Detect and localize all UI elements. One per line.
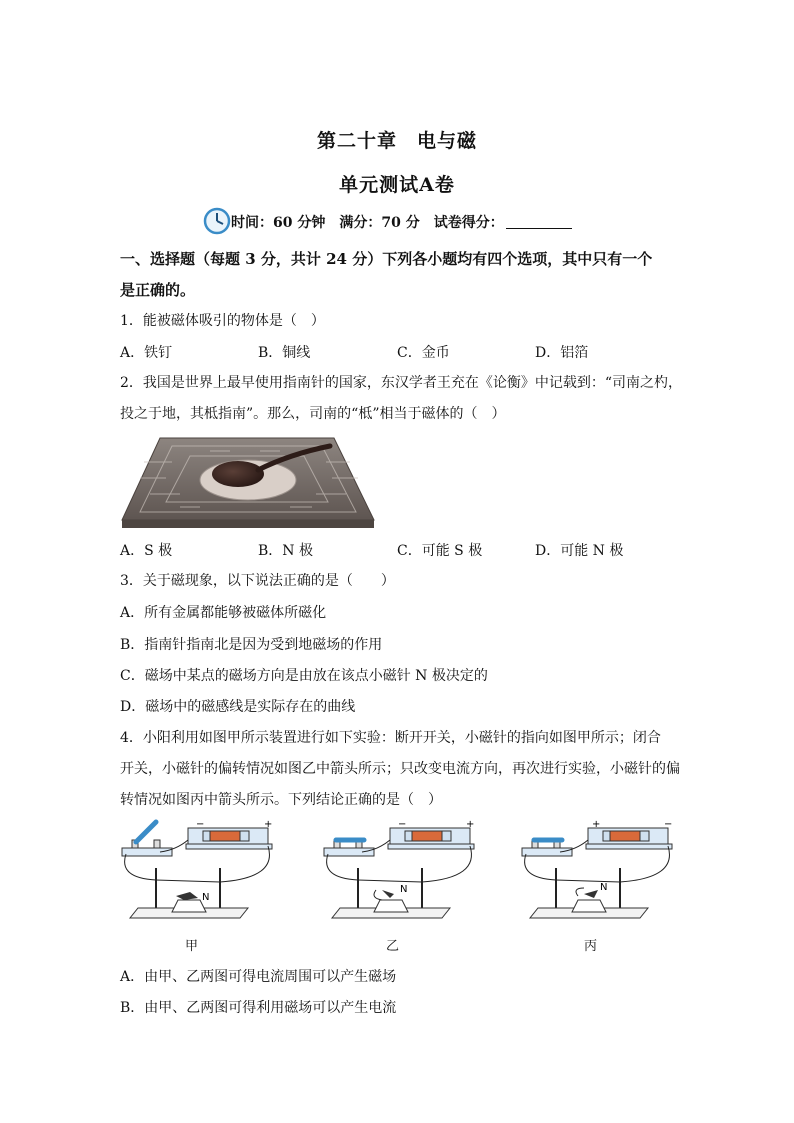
figure-yi-minus: − [398,819,407,830]
q4-stem-line2: 开关，小磁针的偏转情况如图乙中箭头所示；只改变电流方向，再次进行实验，小磁针的偏 [120,761,680,777]
q4-option-a: A．由甲、乙两图可得电流周围可以产生磁场 [120,969,397,985]
q3-option-c: C．磁场中某点的磁场方向是由放在该点小磁针 N 极决定的 [120,668,488,684]
figure-bing-pole: N [600,882,608,893]
q3-option-a: A．所有金属都能够被磁体所磁化 [120,605,327,621]
q2-option-c: C．可能 S 极 [397,543,483,559]
figure-bing-plus: + [592,819,601,830]
chapter-title: 第二十章 电与磁 [316,130,477,152]
figure-bing-minus: − [664,819,673,830]
figure-yi [320,818,482,928]
q2-stem-line1: 2．我国是世界上最早使用指南针的国家，东汉学者王充在《论衡》中记载到：“司南之杓， [120,375,683,391]
test-subtitle: 单元测试A卷 [339,174,455,196]
q4-option-b: B．由甲、乙两图可得利用磁场可以产生电流 [120,1000,397,1016]
figure-jia-plus: + [264,819,273,830]
q3-option-d: D．磁场中的磁感线是实际存在的曲线 [120,699,356,715]
score-blank[interactable] [506,214,572,229]
q2-option-b: B．N 极 [258,543,313,559]
exam-meta-text: 时间：60 分钟 满分：70 分 试卷得分： [231,215,504,231]
q4-stem-line1: 4．小阳利用如图甲所示装置进行如下实验：断开开关，小磁针的指向如图甲所示；闭合 [120,730,661,746]
q2-stem-line2: 投之于地，其柢指南”。那么，司南的“柢”相当于磁体的（ ） [120,406,506,422]
figure-jia [118,818,280,928]
figure-yi-caption: 乙 [386,939,400,954]
section-heading-line1: 一、选择题（每题 3 分，共计 24 分）下列各小题均有四个选项，其中只有一个 [120,250,653,268]
figure-jia-caption: 甲 [185,939,199,954]
q3-stem: 3．关于磁现象，以下说法正确的是（ ） [120,573,395,589]
q1-option-c: C．金币 [397,345,450,361]
figure-jia-pole: N [202,892,210,903]
figure-yi-pole: N [400,884,408,895]
section-heading-line2: 是正确的。 [120,281,196,299]
exam-meta [231,212,572,232]
q2-option-d: D．可能 N 极 [535,543,624,559]
q2-option-a: A．S 极 [120,543,173,559]
q1-option-a: A．铁钉 [120,345,173,361]
q1-stem: 1．能被磁体吸引的物体是（ ） [120,313,325,329]
figure-yi-plus: + [466,819,475,830]
q1-option-d: D．铝箔 [535,345,589,361]
q3-option-b: B．指南针指南北是因为受到地磁场的作用 [120,637,383,653]
q4-stem-line3: 转情况如图丙中箭头所示。下列结论正确的是（ ） [120,792,442,808]
clock-icon [203,207,231,235]
sinan-compass-image [120,432,376,532]
figure-jia-minus: − [196,819,205,830]
q1-option-b: B．铜线 [258,345,311,361]
figure-bing [518,818,680,928]
figure-bing-caption: 丙 [584,939,598,954]
